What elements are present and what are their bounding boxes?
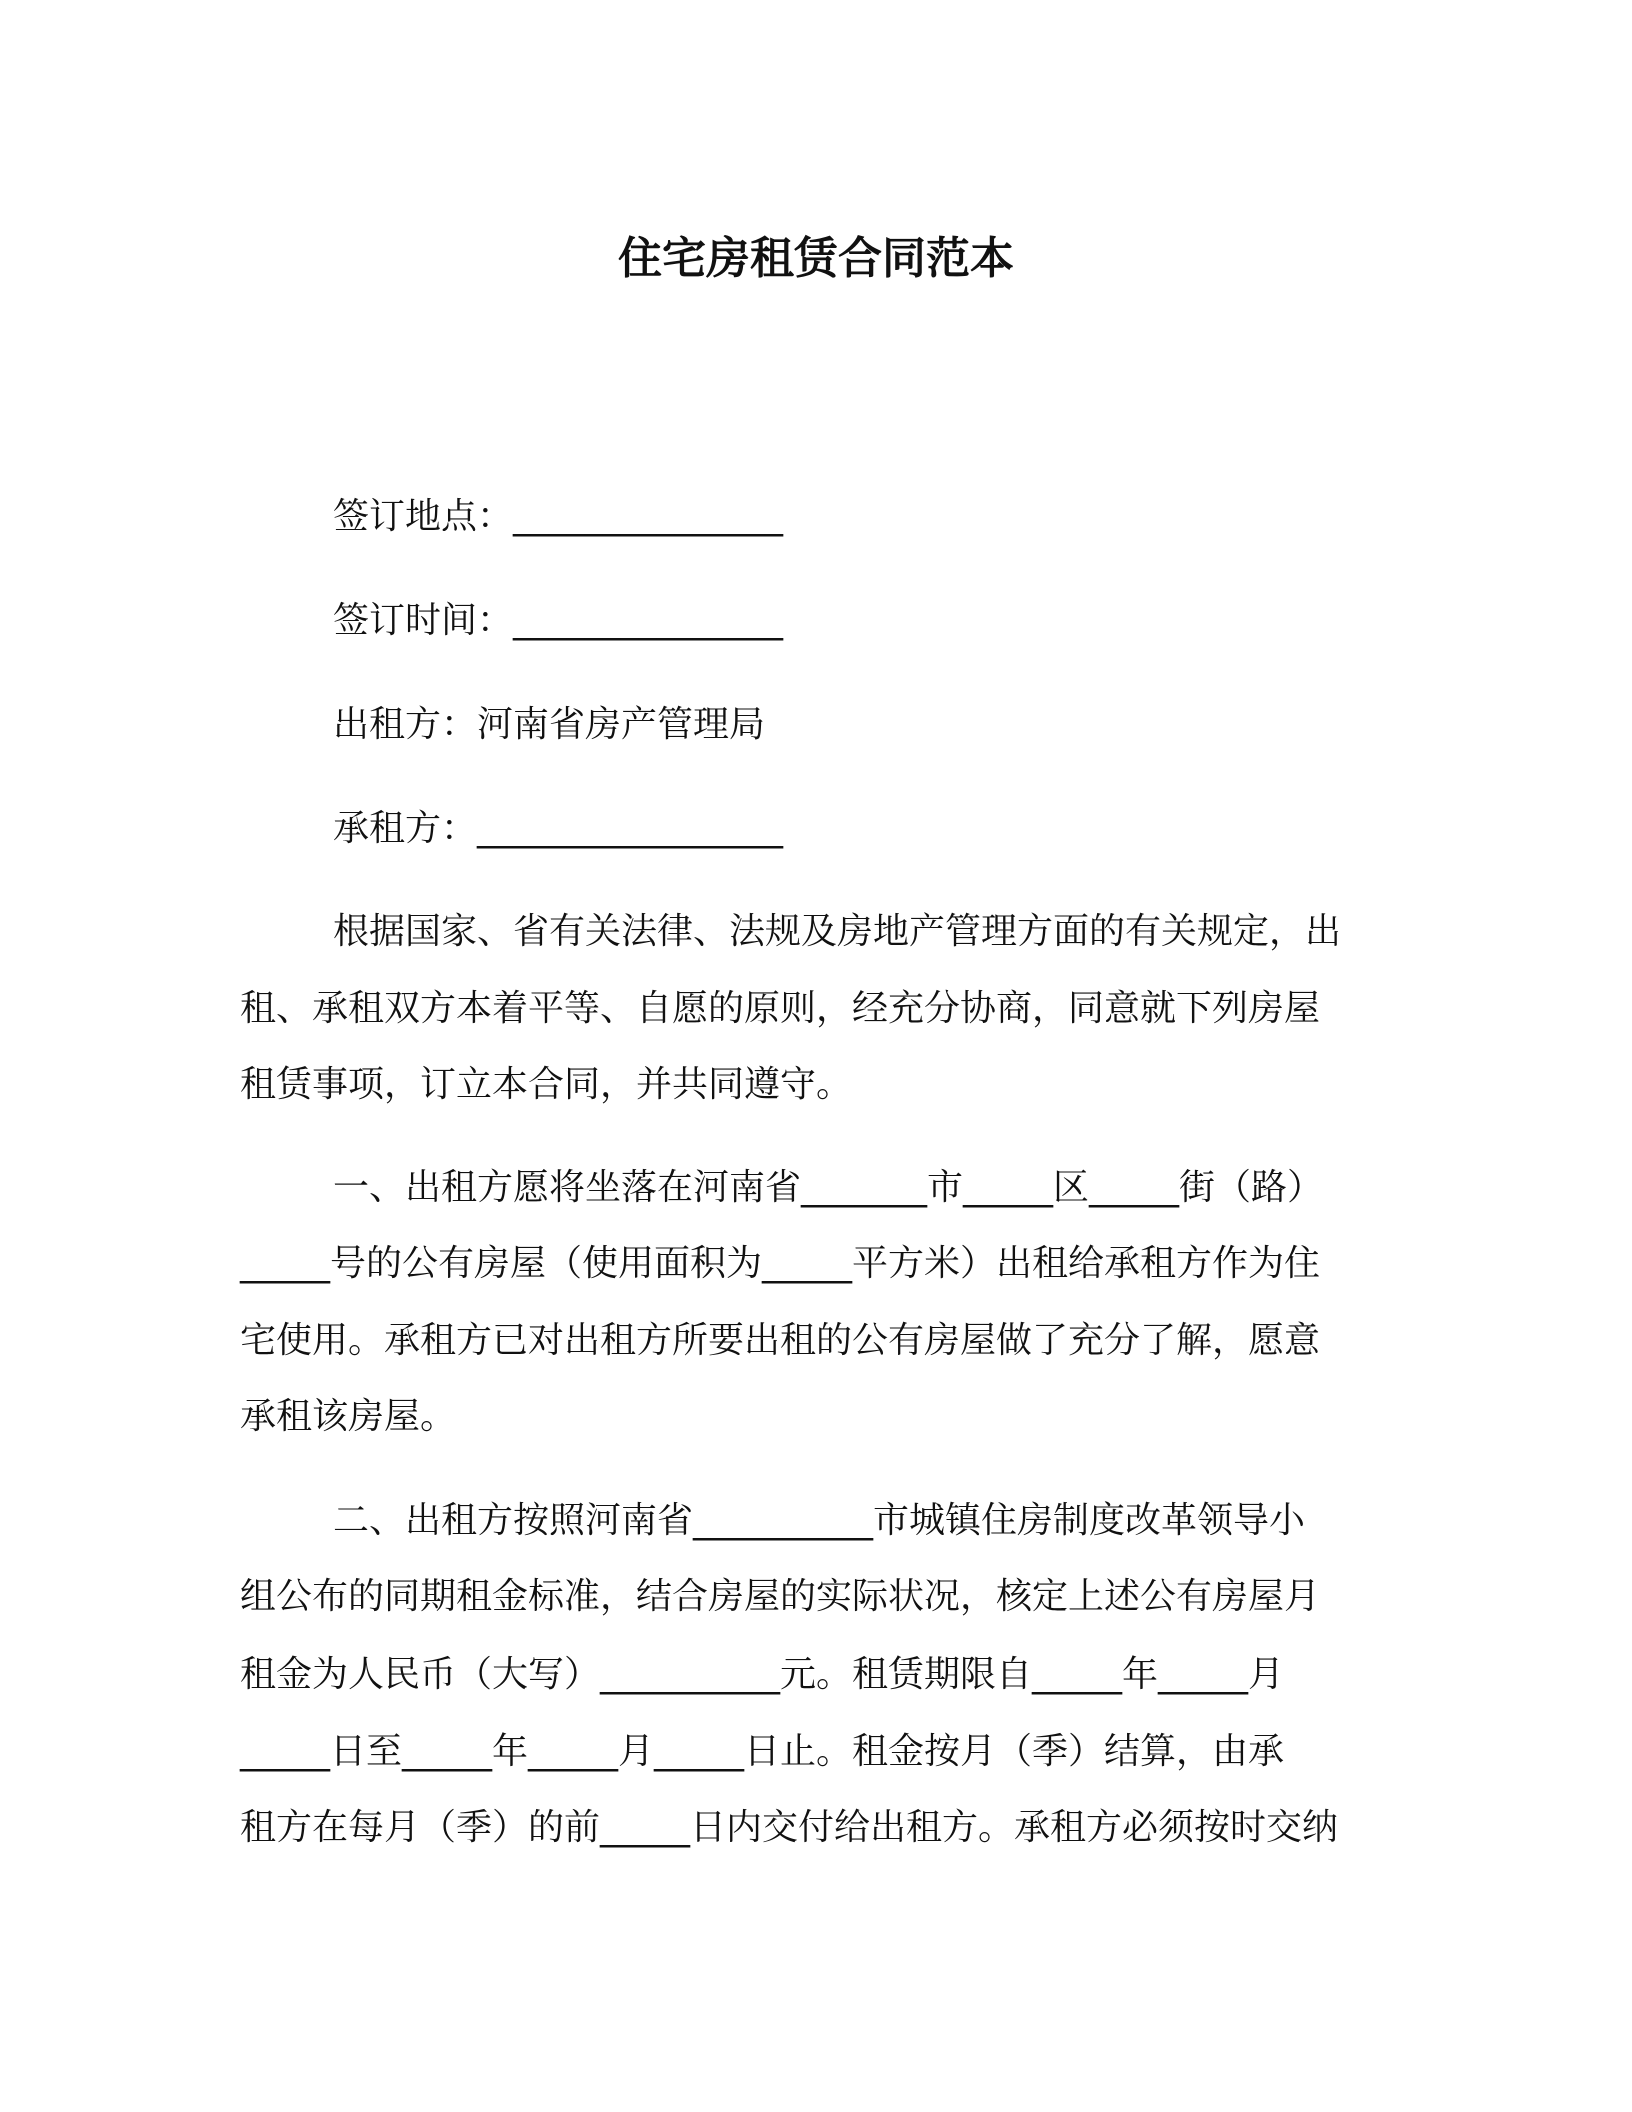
clause-1-line: 承租该房屋。 — [240, 1396, 457, 1437]
clause-1-line: 宅使用。承租方已对出租方所要出租的公有房屋做了充分了解，愿意 — [240, 1320, 1321, 1361]
preamble-line: 租、承租双方本着平等、自愿的原则，经充分协商，同意就下列房屋 — [240, 988, 1321, 1029]
clause-1-line: _____号的公有房屋（使用面积为_____平方米）出租给承租方作为住 — [240, 1243, 1321, 1284]
signing-place-field: 签订地点：_______________ — [333, 496, 784, 537]
clause-2-line: 组公布的同期租金标准，结合房屋的实际状况，核定上述公有房屋月 — [240, 1576, 1321, 1617]
clause-2-line: 租方在每月（季）的前_____日内交付给出租方。承租方必须按时交纳 — [240, 1807, 1339, 1848]
clause-2-line: 二、出租方按照河南省__________市城镇住房制度改革领导小 — [333, 1500, 1306, 1541]
clause-1-line: 一、出租方愿将坐落在河南省_______市_____区_____街（路） — [333, 1167, 1324, 1208]
preamble-line: 根据国家、省有关法律、法规及房地产管理方面的有关规定，出 — [333, 911, 1342, 952]
preamble-line: 租赁事项，订立本合同，并共同遵守。 — [240, 1064, 853, 1105]
signing-time-field: 签订时间：_______________ — [333, 600, 784, 641]
clause-2-line: _____日至_____年_____月_____日止。租金按月（季）结算，由承 — [240, 1731, 1285, 1772]
lessor-field: 出租方：河南省房产管理局 — [333, 704, 766, 745]
clause-2-line: 租金为人民币（大写）__________元。租赁期限自_____年_____月 — [240, 1654, 1285, 1695]
lessee-field: 承租方：_________________ — [333, 808, 784, 849]
document-title: 住宅房租赁合同范本 — [618, 233, 1014, 284]
